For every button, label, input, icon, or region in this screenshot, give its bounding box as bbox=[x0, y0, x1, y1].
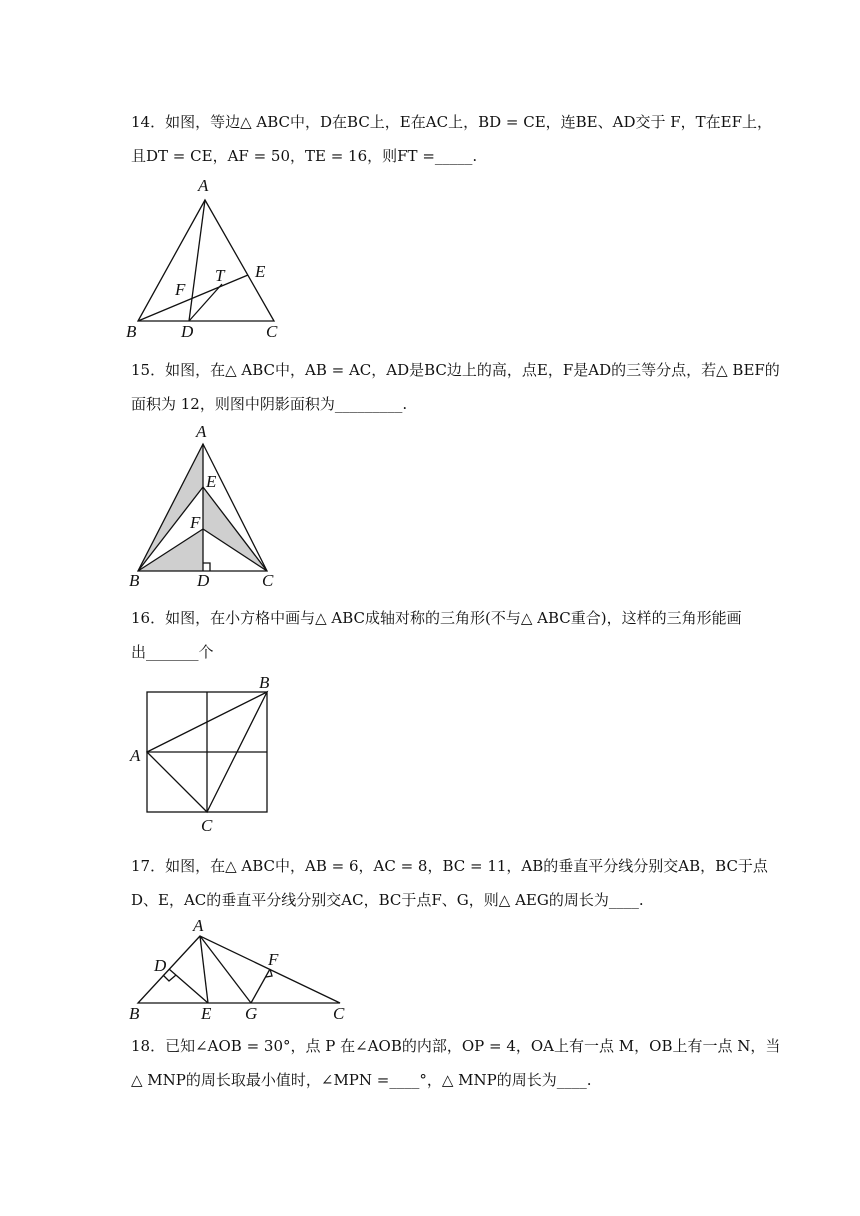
label-A: A bbox=[193, 916, 204, 935]
label-B: B bbox=[129, 1004, 140, 1023]
label-B: B bbox=[126, 322, 137, 341]
label-T: T bbox=[215, 266, 225, 285]
problem-17-line-1: 17．如图，在△ ABC中，AB = 6，AC = 8，BC = 11，AB的垂直平分线分别交AB，BC于点 bbox=[131, 857, 768, 875]
label-F: F bbox=[190, 513, 201, 532]
label-A: A bbox=[196, 422, 207, 441]
label-A: A bbox=[130, 746, 141, 765]
label-C: C bbox=[201, 816, 213, 835]
problem-18-line-1: 18．已知∠AOB = 30°，点 P 在∠AOB的内部，OP = 4，OA上有一点 M，OB上有一点 N，当 bbox=[131, 1037, 781, 1055]
problem-17-line-2: D、E，AC的垂直平分线分别交AC，BC于点F、G，则△ AEG的周长为____. bbox=[131, 891, 644, 909]
figure-14-equilateral-triangle bbox=[120, 172, 290, 342]
figure-16-grid bbox=[125, 670, 285, 838]
problem-16-line-2: 出_______个 bbox=[131, 643, 214, 661]
label-D: D bbox=[181, 322, 194, 341]
label-G: G bbox=[245, 1004, 258, 1023]
label-E: E bbox=[255, 262, 266, 281]
label-A: A bbox=[198, 176, 209, 195]
figure-17-perpendicular-bisectors bbox=[120, 914, 360, 1024]
label-C: C bbox=[266, 322, 278, 341]
label-E: E bbox=[206, 472, 217, 491]
label-B: B bbox=[259, 673, 270, 692]
problem-14-line-1: 14．如图，等边△ ABC中，D在BC上，E在AC上，BD = CE，连BE、AD交于 F，T在EF上， bbox=[131, 113, 773, 131]
label-C: C bbox=[262, 571, 274, 590]
figure-15-isosceles-triangle bbox=[120, 420, 290, 590]
problem-18-line-2: △ MNP的周长取最小值时，∠MPN =____°，△ MNP的周长为____. bbox=[131, 1071, 592, 1089]
label-F: F bbox=[268, 950, 279, 969]
label-B: B bbox=[129, 571, 140, 590]
problem-15-line-1: 15．如图，在△ ABC中，AB = AC，AD是BC边上的高，点E，F是AD的三等分点，若△ BEF的 bbox=[131, 361, 780, 379]
label-D: D bbox=[154, 956, 167, 975]
problem-16-line-1: 16．如图，在小方格中画与△ ABC成轴对称的三角形(不与△ ABC重合)，这样的三角形能画 bbox=[131, 609, 742, 627]
problem-15-line-2: 面积为 12，则图中阴影面积为_________. bbox=[131, 395, 408, 413]
label-F: F bbox=[175, 280, 186, 299]
label-C: C bbox=[333, 1004, 345, 1023]
label-D: D bbox=[197, 571, 210, 590]
label-E: E bbox=[201, 1004, 212, 1023]
problem-14-line-2: 且DT = CE，AF = 50，TE = 16，则FT =_____. bbox=[131, 147, 478, 165]
